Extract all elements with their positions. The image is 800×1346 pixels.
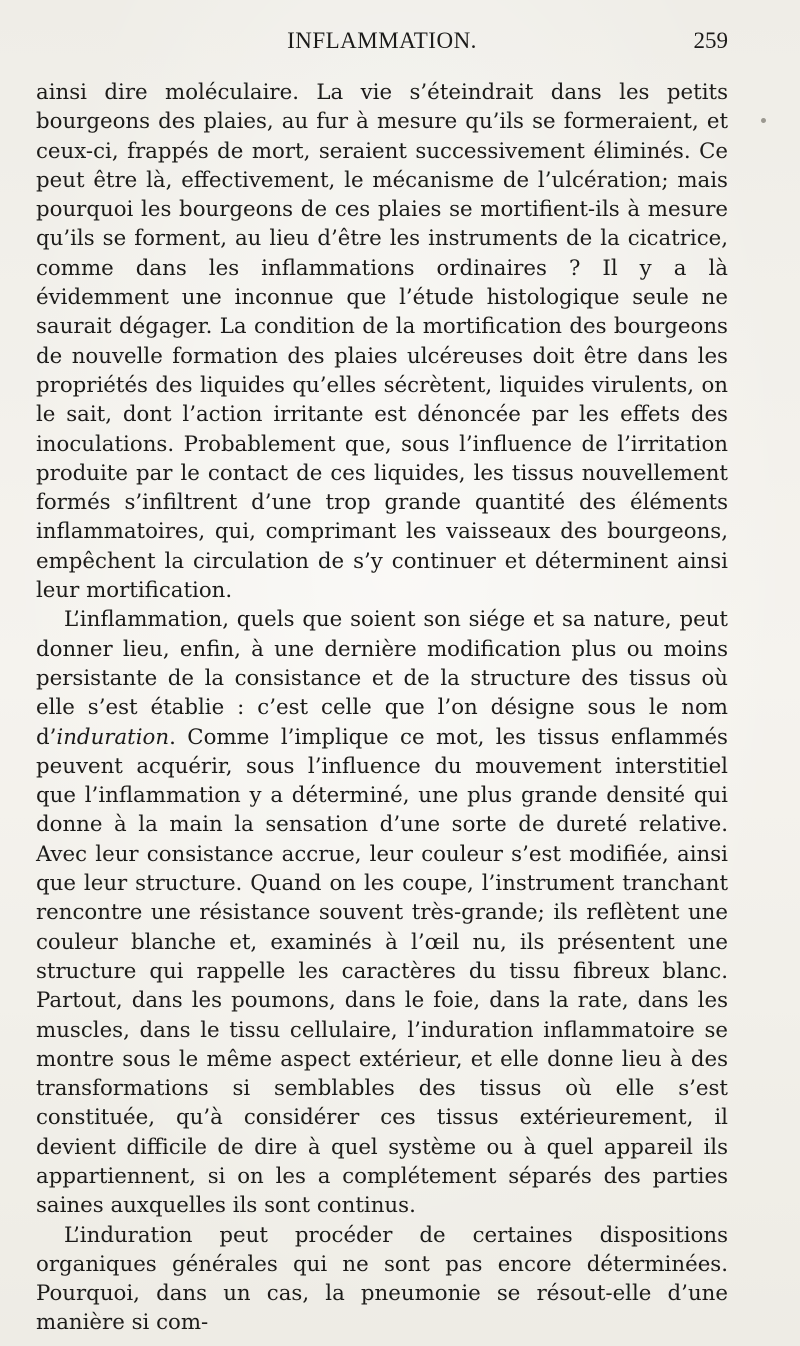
term-induration: induration: [56, 724, 170, 750]
running-head: [36, 28, 728, 62]
paper-speck: [761, 118, 766, 123]
paragraph-final: L’induration peut procéder de certaines dispositions organiques générales qui ne sont pas encore déterminées. Pourquoi, dans un cas, la pneumonie se résout-elle d’une manière si com-: [36, 1222, 728, 1336]
paragraph-continued: ainsi dire moléculaire. La vie s’éteindrait dans les petits bourgeons des plaies, au fur à mesure qu’ils se formeraient, et ceux-ci, frappés de mort, seraient successivement éliminés. Ce peut être là, effectivement, le mécanisme de l’ulcération; mais pourquoi les bourgeons de ces plaies se mortifient-ils à mesure qu’ils se forment, au lieu d’être les instruments de la cicatrice, comme dans les inflammations ordinaires ? Il y a là évidemment une inconnue que l’étude histologique seule ne saurait dégager. La condition de la mortification des bourgeons de nouvelle formation des plaies ulcéreuses doit être dans les propriétés des liquides qu’elles sécrètent, liquides virulents, on le sait, dont l’action irritante est dénoncée par les effets des inoculations. Probablement que, sous l’influence de l’irritation produite par le contact de ces liquides, les tissus nouvellement formés s’infiltrent d’une trop grande quantité des éléments inflammatoires, qui, comprimant les vaisseaux des bourgeons, empêchent la circulation de s’y continuer et déterminent ainsi leur mortification.: [36, 80, 728, 604]
paragraph-induration: [36, 605, 728, 1220]
running-head-title: INFLAMMATION.: [287, 28, 477, 53]
body-text: [36, 78, 728, 1338]
page-number: 259: [693, 28, 728, 53]
paragraph-induration-part-2: . Comme l’implique ce mot, les tissus enflammés peuvent acquérir, sous l’influence du mouvement interstitiel que l’inflammation y a déterminé, une plus grande densité qui donne à la main la sensation d’une sorte de dureté relative. Avec leur consistance accrue, leur couleur s’est modifiée, ainsi que leur structure. Quand on les coupe, l’instrument tranchant rencontre une résistance souvent très-grande; ils reflètent une couleur blanche et, examinés à l’œil nu, ils présentent une structure qui rappelle les caractères du tissu fibreux blanc. Partout, dans les poumons, dans le foie, dans la rate, dans les muscles, dans le tissu cellulaire, l’induration inflammatoire se montre sous le même aspect extérieur, et elle donne lieu à des transformations si semblables des tissus où elle s’est constituée, qu’à considérer ces tissus extérieurement, il devient difficile de dire à quel système ou à quel appareil ils appartiennent, si on les a complétement séparés des parties saines auxquelles ils sont continus.: [36, 724, 728, 1219]
paragraph-induration-part-1: L’inflammation, quels que soient son siége et sa nature, peut donner lieu, enfin, à une dernière modification plus ou moins persistante de la consistance et de la structure des tissus où elle s’est établie : c’est celle que l’on désigne sous le nom d’: [36, 607, 728, 750]
